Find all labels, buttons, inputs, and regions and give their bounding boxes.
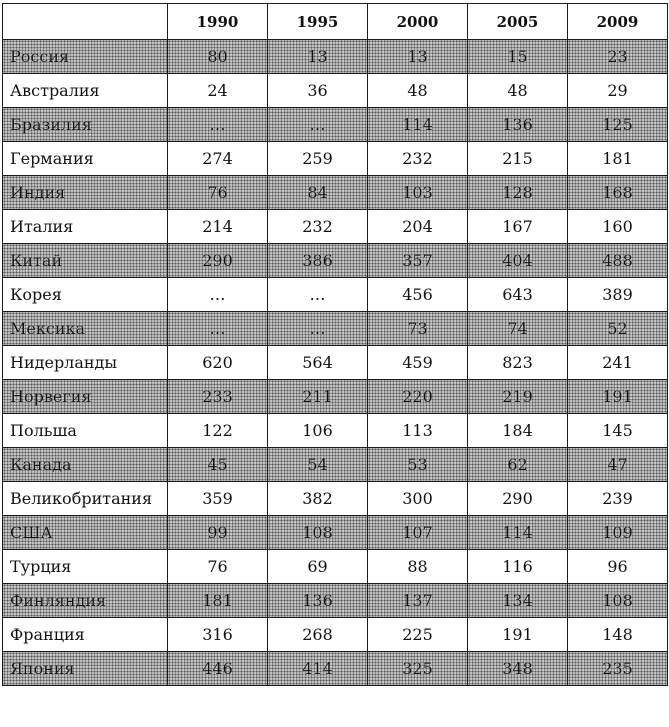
cell-value: 48 xyxy=(507,81,528,100)
value-cell-2009 xyxy=(568,448,668,482)
cell-value: 382 xyxy=(302,489,333,508)
cell-value: 211 xyxy=(302,387,333,406)
value-cell-1995 xyxy=(268,40,368,74)
value-cell-2000 xyxy=(368,142,468,176)
country-name: Франция xyxy=(10,625,85,644)
cell-value: 13 xyxy=(307,47,328,66)
cell-value: … xyxy=(309,319,326,338)
country-name-cell xyxy=(3,550,168,584)
cell-value: 564 xyxy=(302,353,333,372)
table-row xyxy=(3,312,668,346)
cell-value: 386 xyxy=(302,251,333,270)
value-cell-2005 xyxy=(468,312,568,346)
country-name-cell xyxy=(3,448,168,482)
cell-value: 88 xyxy=(407,557,428,576)
cell-value: 191 xyxy=(602,387,633,406)
table-row xyxy=(3,550,668,584)
country-name-cell xyxy=(3,74,168,108)
header-year-2000: 2000 xyxy=(368,4,468,40)
value-cell-1995 xyxy=(268,618,368,652)
cell-value: 134 xyxy=(502,591,533,610)
value-cell-2009 xyxy=(568,244,668,278)
value-cell-2005 xyxy=(468,618,568,652)
value-cell-2000 xyxy=(368,414,468,448)
value-cell-1990 xyxy=(168,516,268,550)
country-name-cell xyxy=(3,346,168,380)
cell-value: 15 xyxy=(507,47,528,66)
cell-value: 459 xyxy=(402,353,433,372)
cell-value: 268 xyxy=(302,625,333,644)
cell-value: 99 xyxy=(207,523,228,542)
value-cell-1990 xyxy=(168,380,268,414)
value-cell-2009 xyxy=(568,346,668,380)
cell-value: 219 xyxy=(502,387,533,406)
table-row xyxy=(3,142,668,176)
country-name-cell xyxy=(3,618,168,652)
table-row xyxy=(3,618,668,652)
value-cell-1990 xyxy=(168,312,268,346)
cell-value: 643 xyxy=(502,285,533,304)
cell-value: 184 xyxy=(502,421,533,440)
value-cell-1995 xyxy=(268,312,368,346)
cell-value: 29 xyxy=(607,81,628,100)
value-cell-2009 xyxy=(568,108,668,142)
value-cell-2000 xyxy=(368,652,468,686)
cell-value: 191 xyxy=(502,625,533,644)
cell-value: 113 xyxy=(402,421,433,440)
value-cell-1990 xyxy=(168,108,268,142)
cell-value: 290 xyxy=(502,489,533,508)
table-row xyxy=(3,210,668,244)
cell-value: … xyxy=(209,285,226,304)
value-cell-2005 xyxy=(468,176,568,210)
value-cell-2000 xyxy=(368,516,468,550)
cell-value: 23 xyxy=(607,47,628,66)
value-cell-1990 xyxy=(168,210,268,244)
country-name: Турция xyxy=(10,557,72,576)
value-cell-2000 xyxy=(368,74,468,108)
value-cell-2000 xyxy=(368,380,468,414)
value-cell-1995 xyxy=(268,516,368,550)
table-row xyxy=(3,346,668,380)
cell-value: … xyxy=(309,285,326,304)
cell-value: 232 xyxy=(302,217,333,236)
value-cell-1990 xyxy=(168,482,268,516)
country-name: Бразилия xyxy=(10,115,92,134)
value-cell-1990 xyxy=(168,176,268,210)
cell-value: 137 xyxy=(402,591,433,610)
value-cell-1995 xyxy=(268,652,368,686)
table-row xyxy=(3,278,668,312)
country-name: Индия xyxy=(10,183,66,202)
cell-value: 235 xyxy=(602,659,633,678)
cell-value: 181 xyxy=(202,591,233,610)
cell-value: 348 xyxy=(502,659,533,678)
cell-value: 215 xyxy=(502,149,533,168)
value-cell-1990 xyxy=(168,40,268,74)
value-cell-2005 xyxy=(468,652,568,686)
value-cell-1990 xyxy=(168,278,268,312)
value-cell-2005 xyxy=(468,40,568,74)
header-year-1995: 1995 xyxy=(268,4,368,40)
country-name: Россия xyxy=(10,47,70,66)
country-name: Мексика xyxy=(10,319,86,338)
value-cell-2009 xyxy=(568,652,668,686)
value-cell-2000 xyxy=(368,618,468,652)
value-cell-1995 xyxy=(268,74,368,108)
cell-value: 446 xyxy=(202,659,233,678)
cell-value: 204 xyxy=(402,217,433,236)
cell-value: 74 xyxy=(507,319,528,338)
cell-value: 54 xyxy=(307,455,328,474)
value-cell-2009 xyxy=(568,142,668,176)
value-cell-2005 xyxy=(468,108,568,142)
value-cell-1995 xyxy=(268,176,368,210)
country-name-cell xyxy=(3,482,168,516)
country-name-cell xyxy=(3,584,168,618)
cell-value: 359 xyxy=(202,489,233,508)
table-row xyxy=(3,176,668,210)
cell-value: 823 xyxy=(502,353,533,372)
value-cell-1995 xyxy=(268,278,368,312)
value-cell-2009 xyxy=(568,380,668,414)
country-name-cell xyxy=(3,652,168,686)
cell-value: 69 xyxy=(307,557,328,576)
country-name-cell xyxy=(3,516,168,550)
cell-value: 274 xyxy=(202,149,233,168)
cell-value: 136 xyxy=(502,115,533,134)
value-cell-2009 xyxy=(568,618,668,652)
value-cell-2005 xyxy=(468,550,568,584)
header-year-1990: 1990 xyxy=(168,4,268,40)
value-cell-1995 xyxy=(268,550,368,584)
table-row xyxy=(3,584,668,618)
country-name: Финляндия xyxy=(10,591,107,610)
cell-value: 76 xyxy=(207,183,228,202)
value-cell-1995 xyxy=(268,584,368,618)
value-cell-1990 xyxy=(168,142,268,176)
country-name-cell xyxy=(3,40,168,74)
header-corner-cell xyxy=(3,4,168,40)
country-name: Германия xyxy=(10,149,94,168)
country-name-cell xyxy=(3,210,168,244)
cell-value: 103 xyxy=(402,183,433,202)
value-cell-1995 xyxy=(268,108,368,142)
cell-value: 108 xyxy=(302,523,333,542)
country-name-cell xyxy=(3,380,168,414)
cell-value: 122 xyxy=(202,421,233,440)
value-cell-2005 xyxy=(468,584,568,618)
data-table xyxy=(2,3,668,686)
cell-value: 24 xyxy=(207,81,228,100)
country-name: Австралия xyxy=(10,81,100,100)
value-cell-1995 xyxy=(268,448,368,482)
country-name-cell xyxy=(3,176,168,210)
table-body xyxy=(3,40,668,686)
value-cell-2009 xyxy=(568,40,668,74)
cell-value: 225 xyxy=(402,625,433,644)
value-cell-2005 xyxy=(468,380,568,414)
header-year-2005: 2005 xyxy=(468,4,568,40)
cell-value: 80 xyxy=(207,47,228,66)
country-name-cell xyxy=(3,312,168,346)
country-name-cell xyxy=(3,142,168,176)
table-row xyxy=(3,244,668,278)
cell-value: 128 xyxy=(502,183,533,202)
country-name-cell xyxy=(3,414,168,448)
country-name: Великобритания xyxy=(10,489,153,508)
cell-value: 290 xyxy=(202,251,233,270)
table-row xyxy=(3,74,668,108)
cell-value: 76 xyxy=(207,557,228,576)
value-cell-2000 xyxy=(368,550,468,584)
country-name: Нидерланды xyxy=(10,353,118,372)
value-cell-2000 xyxy=(368,108,468,142)
value-cell-2000 xyxy=(368,346,468,380)
value-cell-2000 xyxy=(368,482,468,516)
value-cell-1995 xyxy=(268,244,368,278)
table-row xyxy=(3,516,668,550)
value-cell-2009 xyxy=(568,516,668,550)
cell-value: 62 xyxy=(507,455,528,474)
country-name-cell xyxy=(3,108,168,142)
cell-value: … xyxy=(309,115,326,134)
value-cell-1990 xyxy=(168,74,268,108)
cell-value: 114 xyxy=(402,115,433,134)
value-cell-2009 xyxy=(568,584,668,618)
value-cell-2005 xyxy=(468,278,568,312)
cell-value: 96 xyxy=(607,557,628,576)
country-name: Польша xyxy=(10,421,77,440)
country-name: Норвегия xyxy=(10,387,92,406)
value-cell-1990 xyxy=(168,448,268,482)
cell-value: 145 xyxy=(602,421,633,440)
value-cell-2000 xyxy=(368,176,468,210)
cell-value: 620 xyxy=(202,353,233,372)
cell-value: 73 xyxy=(407,319,428,338)
cell-value: 47 xyxy=(607,455,628,474)
value-cell-2005 xyxy=(468,516,568,550)
table-row xyxy=(3,414,668,448)
value-cell-1990 xyxy=(168,346,268,380)
value-cell-1990 xyxy=(168,652,268,686)
value-cell-1995 xyxy=(268,142,368,176)
value-cell-1990 xyxy=(168,244,268,278)
cell-value: 389 xyxy=(602,285,633,304)
value-cell-1995 xyxy=(268,346,368,380)
header-row xyxy=(3,4,668,40)
value-cell-2009 xyxy=(568,210,668,244)
cell-value: 325 xyxy=(402,659,433,678)
value-cell-2000 xyxy=(368,312,468,346)
country-name: Китай xyxy=(10,251,63,270)
value-cell-1990 xyxy=(168,618,268,652)
cell-value: 116 xyxy=(502,557,533,576)
value-cell-2005 xyxy=(468,210,568,244)
cell-value: 84 xyxy=(307,183,328,202)
value-cell-2009 xyxy=(568,74,668,108)
value-cell-2009 xyxy=(568,278,668,312)
cell-value: 136 xyxy=(302,591,333,610)
cell-value: 241 xyxy=(602,353,633,372)
value-cell-2009 xyxy=(568,550,668,584)
cell-value: 214 xyxy=(202,217,233,236)
cell-value: … xyxy=(209,115,226,134)
table-row xyxy=(3,448,668,482)
value-cell-2000 xyxy=(368,448,468,482)
value-cell-2009 xyxy=(568,176,668,210)
value-cell-2000 xyxy=(368,278,468,312)
value-cell-1990 xyxy=(168,584,268,618)
cell-value: 36 xyxy=(307,81,328,100)
value-cell-2009 xyxy=(568,414,668,448)
value-cell-2000 xyxy=(368,40,468,74)
cell-value: 167 xyxy=(502,217,533,236)
cell-value: 52 xyxy=(607,319,628,338)
value-cell-2005 xyxy=(468,346,568,380)
cell-value: … xyxy=(209,319,226,338)
cell-value: 357 xyxy=(402,251,433,270)
value-cell-2005 xyxy=(468,448,568,482)
value-cell-2009 xyxy=(568,482,668,516)
value-cell-2005 xyxy=(468,414,568,448)
value-cell-2005 xyxy=(468,142,568,176)
table-header xyxy=(3,4,668,40)
cell-value: 108 xyxy=(602,591,633,610)
value-cell-1995 xyxy=(268,414,368,448)
cell-value: 125 xyxy=(602,115,633,134)
cell-value: 181 xyxy=(602,149,633,168)
value-cell-1995 xyxy=(268,482,368,516)
cell-value: 48 xyxy=(407,81,428,100)
value-cell-1990 xyxy=(168,550,268,584)
value-cell-2005 xyxy=(468,244,568,278)
value-cell-1990 xyxy=(168,414,268,448)
table-row xyxy=(3,40,668,74)
cell-value: 316 xyxy=(202,625,233,644)
value-cell-2005 xyxy=(468,482,568,516)
country-name: Италия xyxy=(10,217,74,236)
table-row xyxy=(3,482,668,516)
cell-value: 160 xyxy=(602,217,633,236)
value-cell-2009 xyxy=(568,312,668,346)
cell-value: 456 xyxy=(402,285,433,304)
cell-value: 13 xyxy=(407,47,428,66)
table-row xyxy=(3,652,668,686)
cell-value: 220 xyxy=(402,387,433,406)
value-cell-2000 xyxy=(368,584,468,618)
country-name: США xyxy=(10,523,53,542)
value-cell-2005 xyxy=(468,74,568,108)
country-name-cell xyxy=(3,278,168,312)
country-name-cell xyxy=(3,244,168,278)
cell-value: 239 xyxy=(602,489,633,508)
cell-value: 106 xyxy=(302,421,333,440)
cell-value: 232 xyxy=(402,149,433,168)
cell-value: 300 xyxy=(402,489,433,508)
cell-value: 45 xyxy=(207,455,228,474)
country-name: Япония xyxy=(10,659,75,678)
value-cell-2000 xyxy=(368,244,468,278)
cell-value: 233 xyxy=(202,387,233,406)
cell-value: 488 xyxy=(602,251,633,270)
value-cell-2000 xyxy=(368,210,468,244)
table-row xyxy=(3,108,668,142)
cell-value: 109 xyxy=(602,523,633,542)
value-cell-1995 xyxy=(268,210,368,244)
cell-value: 53 xyxy=(407,455,428,474)
cell-value: 168 xyxy=(602,183,633,202)
cell-value: 259 xyxy=(302,149,333,168)
cell-value: 414 xyxy=(302,659,333,678)
cell-value: 107 xyxy=(402,523,433,542)
country-name: Канада xyxy=(10,455,72,474)
country-name: Корея xyxy=(10,285,62,304)
header-year-2009: 2009 xyxy=(568,4,668,40)
table-row xyxy=(3,380,668,414)
cell-value: 114 xyxy=(502,523,533,542)
value-cell-1995 xyxy=(268,380,368,414)
cell-value: 148 xyxy=(602,625,633,644)
cell-value: 404 xyxy=(502,251,533,270)
